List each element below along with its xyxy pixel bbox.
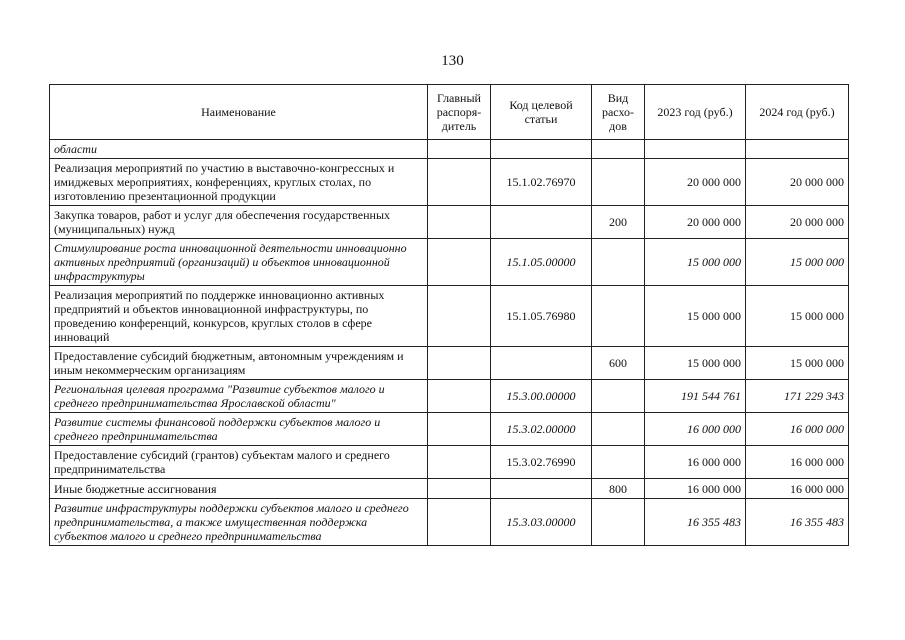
row-2024-cell: 16 000 000 (746, 479, 849, 499)
row-code-cell (491, 206, 592, 239)
page-number: 130 (441, 53, 464, 69)
row-2023-cell: 15 000 000 (645, 347, 746, 380)
row-type-cell (592, 286, 645, 347)
row-type-cell (592, 140, 645, 159)
row-2023-cell: 16 000 000 (645, 413, 746, 446)
row-name-cell: области (50, 140, 428, 159)
row-manager-cell (428, 347, 491, 380)
row-name-cell: Иные бюджетные ассигнования (50, 479, 428, 499)
row-code-cell (491, 347, 592, 380)
row-2024-cell (746, 140, 849, 159)
row-2023-cell (645, 140, 746, 159)
table-row (50, 286, 849, 347)
table-row (50, 479, 849, 499)
header-manager: Главный распоря-дитель (428, 85, 491, 140)
table-row (50, 499, 849, 546)
row-code-cell (491, 140, 592, 159)
table-row (50, 446, 849, 479)
row-manager-cell (428, 206, 491, 239)
row-2023-cell: 20 000 000 (645, 159, 746, 206)
row-manager-cell (428, 140, 491, 159)
header-code: Код целевой статьи (491, 85, 592, 140)
row-2024-cell: 15 000 000 (746, 347, 849, 380)
row-name-cell: Реализация мероприятий по участию в выставочно-конгрессных и имиджевых мероприятиях, конференциях, круглых столах, по изготовлению презентационной продукции (50, 159, 428, 206)
row-2023-cell: 16 000 000 (645, 479, 746, 499)
row-manager-cell (428, 499, 491, 546)
row-manager-cell (428, 446, 491, 479)
row-name-cell: Закупка товаров, работ и услуг для обеспечения государственных (муниципальных) нужд (50, 206, 428, 239)
row-2023-cell: 15 000 000 (645, 286, 746, 347)
header-type: Вид расхо-дов (592, 85, 645, 140)
row-name-cell: Предоставление субсидий бюджетным, автономным учреждениям и иным некоммерческим организациям (50, 347, 428, 380)
row-code-cell: 15.1.02.76970 (491, 159, 592, 206)
row-code-cell (491, 479, 592, 499)
row-name-cell: Развитие инфраструктуры поддержки субъектов малого и среднего предпринимательства, а также имущественная поддержка субъектов малого и среднего предпринимательства (50, 499, 428, 546)
table-row (50, 140, 849, 159)
row-2024-cell: 16 000 000 (746, 446, 849, 479)
row-type-cell (592, 446, 645, 479)
row-type-cell (592, 239, 645, 286)
row-code-cell: 15.1.05.76980 (491, 286, 592, 347)
row-manager-cell (428, 413, 491, 446)
header-row (50, 85, 849, 140)
header-2024: 2024 год (руб.) (746, 85, 849, 140)
row-code-cell: 15.3.03.00000 (491, 499, 592, 546)
table-row (50, 159, 849, 206)
row-manager-cell (428, 380, 491, 413)
row-2023-cell: 15 000 000 (645, 239, 746, 286)
row-type-cell (592, 499, 645, 546)
row-type-cell (592, 413, 645, 446)
row-2024-cell: 16 000 000 (746, 413, 849, 446)
row-code-cell: 15.3.00.00000 (491, 380, 592, 413)
row-type-cell (592, 380, 645, 413)
row-manager-cell (428, 159, 491, 206)
row-manager-cell (428, 239, 491, 286)
row-code-cell: 15.1.05.00000 (491, 239, 592, 286)
row-2023-cell: 191 544 761 (645, 380, 746, 413)
row-2024-cell: 20 000 000 (746, 206, 849, 239)
row-2024-cell: 20 000 000 (746, 159, 849, 206)
row-2024-cell: 171 229 343 (746, 380, 849, 413)
row-name-cell: Реализация мероприятий по поддержке инновационно активных предприятий и объектов инновационной инфраструктуры, по проведению конференций, конкурсов, круглых столов в сфере инноваций (50, 286, 428, 347)
table-row (50, 413, 849, 446)
row-name-cell: Региональная целевая программа "Развитие субъектов малого и среднего предпринимательства Ярославской области" (50, 380, 428, 413)
row-manager-cell (428, 479, 491, 499)
row-manager-cell (428, 286, 491, 347)
row-name-cell: Предоставление субсидий (грантов) субъектам малого и среднего предпринимательства (50, 446, 428, 479)
row-type-cell: 600 (592, 347, 645, 380)
row-code-cell: 15.3.02.00000 (491, 413, 592, 446)
row-2023-cell: 16 355 483 (645, 499, 746, 546)
table-row (50, 380, 849, 413)
row-type-cell: 800 (592, 479, 645, 499)
row-2024-cell: 16 355 483 (746, 499, 849, 546)
row-2023-cell: 20 000 000 (645, 206, 746, 239)
row-name-cell: Развитие системы финансовой поддержки субъектов малого и среднего предпринимательства (50, 413, 428, 446)
table-row (50, 347, 849, 380)
header-2023: 2023 год (руб.) (645, 85, 746, 140)
row-2023-cell: 16 000 000 (645, 446, 746, 479)
row-type-cell (592, 159, 645, 206)
row-name-cell: Стимулирование роста инновационной деятельности инновационно активных предприятий (организаций) и объектов инновационной инфраструктуры (50, 239, 428, 286)
row-code-cell: 15.3.02.76990 (491, 446, 592, 479)
row-type-cell: 200 (592, 206, 645, 239)
header-name: Наименование (50, 85, 428, 140)
row-2024-cell: 15 000 000 (746, 286, 849, 347)
budget-table (49, 84, 849, 546)
table-row (50, 206, 849, 239)
table-row (50, 239, 849, 286)
row-2024-cell: 15 000 000 (746, 239, 849, 286)
